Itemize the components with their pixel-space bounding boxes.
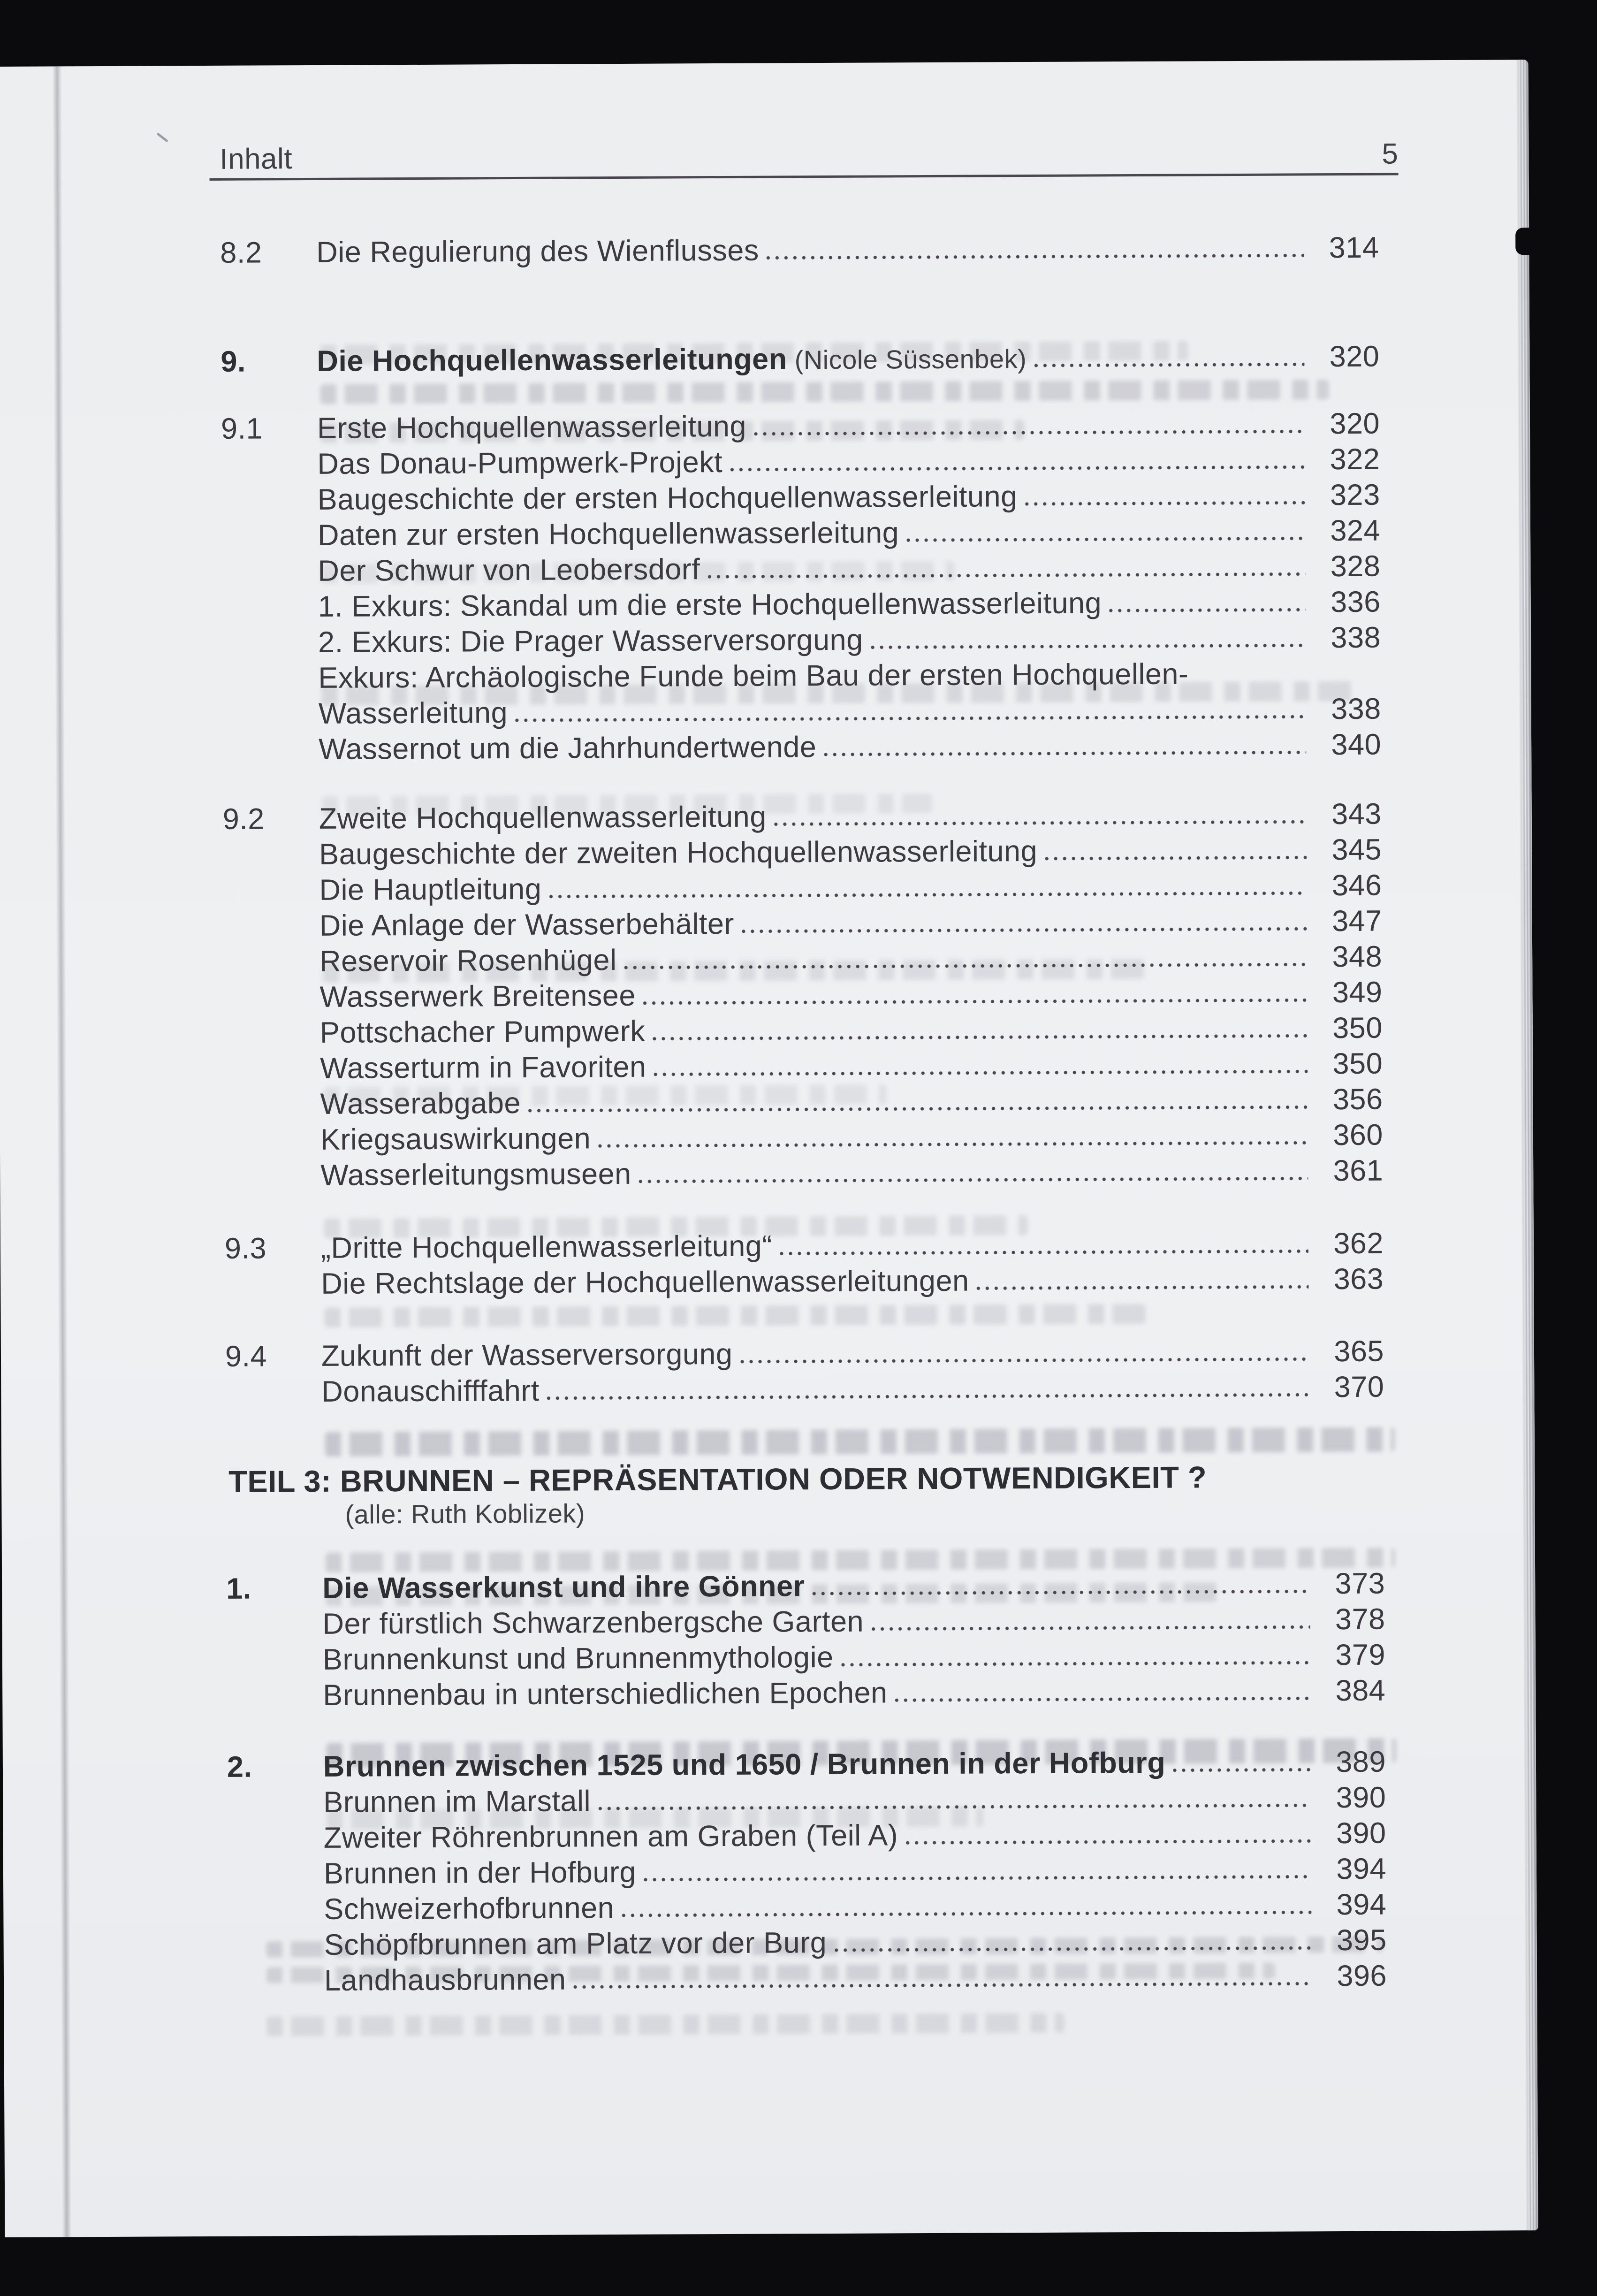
toc-row [223,797,1382,838]
toc-row [220,231,1379,272]
dotted-leader [624,962,1308,970]
toc-row [225,1370,1384,1411]
toc-entry-title-text: Der fürstlich Schwarzenbergsche Garten [322,1605,864,1640]
toc-entry-title [320,1015,646,1050]
toc-entry-title-text: Daten zur ersten Hochquellenwasserleitung [317,516,899,552]
toc-row [222,656,1381,697]
toc-entry-page: 336 [1330,585,1381,619]
toc-entry-title [321,1374,540,1409]
dotted-leader [841,1660,1310,1667]
toc-entry-title [319,943,617,978]
toc-entry-number: 9.3 [224,1232,267,1265]
dotted-leader [871,1625,1310,1631]
toc-entry-title-text: Zweite Hochquellenwasserleitung [319,800,767,835]
toc-entry-page: 338 [1331,621,1381,655]
toc-entry-page: 356 [1332,1083,1383,1116]
toc-entry-page [1310,683,1381,684]
toc-entry-title [320,1050,646,1085]
toc-row [224,1154,1383,1195]
dotted-leader [905,1838,1311,1845]
toc-row [227,1674,1385,1715]
toc-entry-page: 328 [1330,549,1381,583]
toc-entry-page: 340 [1331,728,1382,762]
toc-row [224,1118,1383,1159]
toc-entry-title-text: Die Hochquellenwasserleitungen [317,343,787,378]
toc-entry-page: 320 [1330,407,1380,441]
toc [220,231,1387,2000]
toc-block [221,340,1379,381]
toc-entry-title-text: Kriegsauswirkungen [320,1122,591,1156]
page-header [220,137,1398,175]
toc-entry-title [324,1926,827,1962]
toc-entry-title [319,800,767,836]
toc-entry-page: 314 [1329,231,1379,265]
printed-content [219,61,1399,2236]
toc-row [228,1959,1387,2000]
toc-entry-number [221,545,318,546]
toc-entry-title-text: Wasserleitung [318,696,508,730]
toc-row [225,1227,1384,1267]
part-subtitle: (alle: Ruth Koblizek) [345,1498,586,1529]
toc-entry-page: 362 [1333,1227,1384,1260]
toc-entry-title [318,552,700,588]
toc-entry-title-text: Die Wasserkunst und ihre Gönner [322,1570,805,1605]
toc-entry-page: 360 [1333,1118,1384,1152]
toc-entry-page: 363 [1333,1262,1384,1296]
dotted-leader [754,429,1305,436]
dotted-leader [871,643,1306,649]
toc-entry-title [318,623,863,659]
toc-entry-title-text: Brunnenbau in unterschiedlichen Epochen [323,1676,888,1712]
toc-entry-title [319,730,817,766]
dotted-leader [730,465,1305,472]
dotted-leader [643,998,1308,1005]
dotted-leader [598,1140,1308,1148]
toc-row [222,692,1381,733]
toc-entry-page: 324 [1330,514,1381,548]
toc-entry-title-text: Reservoir Rosenhügel [319,944,617,978]
toc-block [227,1745,1387,2000]
dotted-leader [742,926,1307,933]
toc-block [225,1335,1384,1411]
toc-entry-number [227,1705,323,1706]
toc-entry-title-text: „Dritte Hochquellenwasserleitung“ [320,1229,773,1265]
dotted-leader [767,253,1304,260]
toc-entry-title [318,657,1188,694]
dotted-leader [644,1874,1311,1882]
toc-row [223,904,1382,945]
toc-row [225,1335,1384,1375]
toc-entry-number [223,864,319,865]
toc-row [223,940,1382,981]
dotted-leader [547,1392,1309,1400]
toc-entry-title [319,979,636,1014]
toc-block [221,407,1381,769]
toc-entry-title-text: 2. Exkurs: Die Prager Wasserversorgung [318,623,863,659]
dotted-leader [574,1981,1312,1989]
toc-entry-title-text: Donauschifffahrt [321,1374,540,1408]
toc-entry-title [323,1784,591,1819]
toc-entry-title-text: Brunnen zwischen 1525 und 1650 / Brunnen in der Hofburg [323,1746,1166,1783]
toc-entry-title [323,1746,1166,1784]
toc-entry-title-text: Die Rechtslage der Hochquellenwasserleitungen [321,1264,969,1300]
toc-block [226,1459,1385,1536]
toc-row [223,833,1382,874]
toc-entry-title-text: Wasserleitungsmuseen [320,1157,631,1192]
toc-entry-title-text: Schöpfbrunnen am Platz vor der Burg [324,1926,827,1961]
toc-entry-page: 396 [1337,1959,1387,1993]
toc-row [227,1781,1386,1822]
dotted-leader [834,1945,1311,1953]
toc-row [226,1567,1385,1608]
toc-row [224,1083,1383,1123]
toc-entry-author: (Nicole Süssenbek) [794,344,1027,375]
toc-entry-page: 345 [1331,833,1382,867]
toc-entry-title-text: Baugeschichte der zweiten Hochquellenwasserleitung [319,834,1038,871]
dotted-leader [653,1033,1308,1041]
toc-entry-title-text: Die Anlage der Wasserbehälter [319,907,735,942]
dotted-leader [639,1176,1308,1183]
toc-row [224,1011,1383,1052]
toc-row [228,1852,1386,1893]
toc-entry-title-text: Die Hauptleitung [319,872,542,907]
toc-entry-title [324,1891,614,1926]
toc-row [222,585,1381,626]
toc-entry-number: 9.4 [225,1340,267,1373]
toc-entry-title [321,1337,733,1373]
toc-entry-title [322,1569,805,1605]
toc-entry-number: 8.2 [220,236,262,269]
dotted-leader [774,819,1307,826]
toc-block [226,1567,1385,1715]
toc-row [228,1923,1387,1964]
toc-row [221,549,1380,590]
dotted-leader [1025,500,1305,506]
toc-entry-title-text: Exkurs: Archäologische Funde beim Bau der ersten Hochquellen- [318,657,1189,694]
toc-entry-title [324,1855,636,1891]
toc-entry-title-text: Brunnen im Marstall [323,1785,591,1819]
toc-entry-page: 384 [1335,1674,1386,1708]
dotted-leader [895,1696,1311,1702]
pen-mark [157,132,168,142]
toc-entry-title-text: Baugeschichte der ersten Hochquellenwasserleitung [317,480,1018,516]
toc-entry-number [227,1812,323,1813]
toc-entry-page: 346 [1331,869,1382,902]
toc-row [222,621,1381,662]
toc-entry-title-text: Das Donau-Pumpwerk-Projekt [317,445,723,481]
toc-entry-page: 365 [1334,1335,1384,1368]
dotted-leader [654,1069,1308,1076]
toc-entry-title [321,1264,969,1301]
toc-entry-title [319,872,541,907]
dotted-leader [528,1105,1308,1113]
toc-entry-page: 338 [1331,692,1381,726]
toc-entry-page: 322 [1330,442,1380,476]
toc-row [228,1888,1386,1929]
toc-entry-number: 1. [226,1572,251,1605]
toc-entry-page: 350 [1332,1047,1383,1081]
toc-entry-page: 378 [1335,1602,1385,1636]
toc-entry-page: 379 [1335,1638,1386,1672]
toc-entry-title-text: Pottschacher Pumpwerk [319,1015,646,1049]
toc-entry-title [317,410,746,445]
toc-entry-title-text: 1. Exkurs: Skandal um die erste Hochquellenwasserleitung [318,587,1102,623]
toc-entry-title-text: Die Regulierung des Wienflusses [316,234,759,269]
toc-entry-title [318,516,899,552]
toc-entry-title [323,1640,834,1677]
toc-entry-page: 348 [1332,940,1383,974]
toc-row [227,1638,1385,1679]
toc-entry-title-text: Schweizerhofbrunnen [324,1892,615,1926]
toc-entry-title [319,907,734,943]
toc-entry-page: 389 [1336,1745,1386,1779]
toc-entry-number: 2. [227,1750,252,1784]
dotted-leader [598,1803,1311,1811]
dotted-leader [1173,1767,1311,1772]
toc-entry-title-text: Landhausbrunnen [324,1963,566,1997]
toc-entry-title [323,1818,898,1855]
toc-entry-title [320,1086,521,1121]
toc-entry-page: 390 [1336,1781,1386,1815]
toc-entry-title-text: Erste Hochquellenwasserleitung [317,410,747,445]
dotted-leader [515,714,1306,723]
dotted-leader [1034,362,1304,368]
toc-row [227,1745,1386,1786]
toc-entry-title [323,1676,888,1712]
page-edge-notch [1515,228,1530,255]
toc-entry-title-text: Zweiter Röhrenbrunnen am Graben (Teil A) [323,1819,898,1854]
toc-entry-number [223,971,319,972]
toc-row [221,442,1380,483]
toc-entry-number: 9.2 [222,802,265,836]
dotted-leader [1045,855,1307,861]
toc-entry-title-text: Wassernot um die Jahrhundertwende [318,731,817,766]
toc-entry-number [224,1185,320,1186]
page-stack-edge [1516,60,1538,2230]
toc-entry-page: 343 [1331,797,1382,831]
dotted-leader [813,1589,1310,1596]
toc-row [227,1816,1386,1857]
page-number: 5 [1382,137,1399,170]
toc-entry-title [324,1963,566,1998]
toc-entry-number: 9. [221,345,246,378]
toc-entry-title [318,586,1102,624]
toc-entry-title [318,480,1018,517]
toc-entry-page: 347 [1332,904,1382,938]
toc-entry-number [224,1078,320,1079]
toc-block [220,231,1379,272]
dotted-leader [906,536,1305,542]
toc-entry-page: 349 [1332,976,1383,1009]
toc-entry-title-text: Brunnen in der Hofburg [323,1855,637,1890]
toc-entry-title [319,834,1037,871]
toc-entry-page: 320 [1329,340,1380,374]
dotted-leader [780,1249,1308,1256]
toc-entry-title-text: Brunnenkunst und Brunnenmythologie [322,1640,834,1676]
toc-entry-title [320,1121,591,1157]
toc-row [221,514,1380,555]
dotted-leader [1109,607,1306,613]
toc-entry-page: 350 [1332,1011,1383,1045]
toc-row [225,1262,1384,1303]
toc-block [225,1227,1384,1303]
toc-entry-page: 361 [1333,1154,1384,1188]
dotted-leader [740,1357,1309,1364]
part-heading: TEIL 3: BRUNNEN – REPRÄSENTATION ODER NOTWENDIGKEIT ? [228,1460,1207,1499]
toc-entry-number [228,1919,324,1920]
toc-entry-number [222,652,318,653]
toc-entry-page: 395 [1336,1923,1387,1957]
toc-entry-page: 370 [1334,1370,1384,1404]
toc-row [224,1047,1383,1088]
toc-entry-title [322,1605,864,1641]
toc-entry-title [319,696,508,731]
toc-entry-title-text: Wasserabgabe [320,1086,521,1121]
toc-row [223,869,1382,909]
toc-entry-page: 323 [1330,478,1380,512]
toc-row [222,728,1381,769]
toc-block [223,797,1384,1195]
toc-row [226,1602,1385,1643]
toc-entry-page: 394 [1336,1852,1387,1886]
running-title: Inhalt [220,143,293,175]
toc-entry-title-text: Wasserturm in Favoriten [320,1050,646,1085]
toc-entry-title [317,341,1027,378]
dotted-leader [549,891,1307,899]
toc-row [221,340,1379,381]
toc-entry-title [317,445,722,481]
toc-entry-title-text: Zukunft der Wasserversorgung [321,1337,733,1373]
dotted-leader [824,750,1306,757]
dotted-leader [977,1284,1309,1290]
toc-entry-title-text: Der Schwur von Leobersdorf [318,553,700,587]
toc-row [223,976,1382,1016]
toc-entry-page: 390 [1336,1816,1386,1850]
toc-entry-page: 394 [1336,1888,1387,1922]
toc-entry-number: 9.1 [221,412,263,445]
toc-row [221,407,1380,448]
book-page [0,60,1538,2237]
toc-entry-title [320,1157,631,1192]
dotted-leader [622,1910,1311,1918]
toc-entry-page: 373 [1335,1567,1385,1601]
toc-row [221,478,1380,519]
toc-entry-title [321,1229,772,1265]
toc-entry-title [316,234,759,269]
toc-entry-title-text: Wasserwerk Breitensee [319,979,636,1014]
dotted-leader [707,572,1305,579]
page-gutter-fold [53,66,72,2237]
toc-entry-number [222,759,319,760]
